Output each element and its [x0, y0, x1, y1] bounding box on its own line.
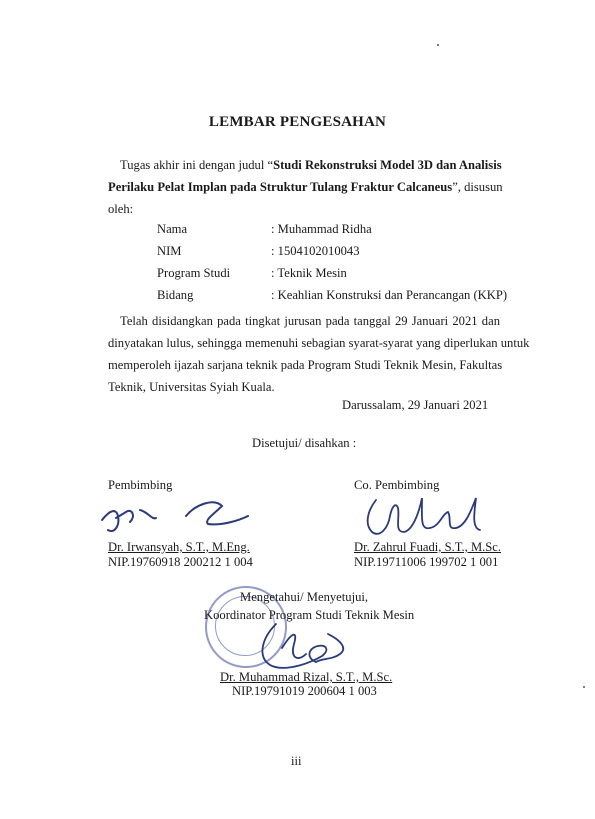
field-value: : 1504102010043	[271, 244, 360, 258]
field-value: : Teknik Mesin	[271, 266, 347, 280]
co-advisor-role: Co. Pembimbing	[354, 478, 440, 492]
intro-paragraph	[108, 154, 503, 220]
coordinator-name: Dr. Muhammad Rizal, S.T., M.Sc.	[220, 670, 393, 684]
advisor-nip: NIP.19760918 200212 1 004	[108, 555, 253, 569]
page-number: iii	[291, 754, 302, 768]
co-advisor-signature	[360, 488, 500, 542]
statement-line-1: Telah disidangkan pada tingkat jurusan pada tanggal 29 Januari 2021 dan	[120, 314, 500, 328]
field-label: Nama	[157, 222, 188, 236]
advisor-role: Pembimbing	[108, 478, 173, 492]
co-advisor-nip: NIP.19711006 199702 1 001	[354, 555, 499, 569]
page-title: LEMBAR PENGESAHAN	[208, 114, 387, 130]
co-advisor-name: Dr. Zahrul Fuadi, S.T., M.Sc.	[354, 540, 502, 554]
statement-line-3: memperoleh ijazah sarjana teknik pada Program Studi Teknik Mesin, Fakultas	[108, 358, 503, 372]
coordinator-role-2: Koordinator Program Studi Teknik Mesin	[204, 608, 415, 622]
intro-line-3: oleh:	[108, 202, 134, 216]
coordinator-signature	[232, 618, 362, 676]
advisor-name: Dr. Irwansyah, S.T., M.Eng.	[108, 540, 250, 554]
coordinator-role-1: Mengetahui/ Menyetujui,	[240, 590, 369, 604]
statement-paragraph	[108, 310, 530, 398]
intro-line-2: Perilaku Pelat Implan pada Struktur Tulang Fraktur Calcaneus”, disusun	[108, 180, 503, 194]
speck	[583, 686, 585, 688]
place-date: Darussalam, 29 Januari 2021	[342, 398, 489, 412]
field-value: : Keahlian Konstruksi dan Perancangan (KKP)	[271, 288, 508, 302]
approval-heading: Disetujui/ disahkan :	[252, 436, 357, 450]
field-label: Program Studi	[157, 266, 231, 280]
intro-line-1: Tugas akhir ini dengan judul “Studi Rekonstruksi Model 3D dan Analisis	[120, 158, 502, 172]
speck	[437, 44, 439, 46]
field-label: NIM	[157, 244, 182, 258]
coordinator-nip: NIP.19791019 200604 1 003	[232, 684, 377, 698]
field-value: : Muhammad Ridha	[271, 222, 372, 236]
statement-line-4: Teknik, Universitas Syiah Kuala.	[108, 380, 275, 394]
statement-line-2: dinyatakan lulus, sehingga memenuhi sebagian syarat-syarat yang diperlukan untuk	[108, 336, 530, 350]
advisor-signature	[96, 490, 266, 540]
field-label: Bidang	[157, 288, 194, 302]
